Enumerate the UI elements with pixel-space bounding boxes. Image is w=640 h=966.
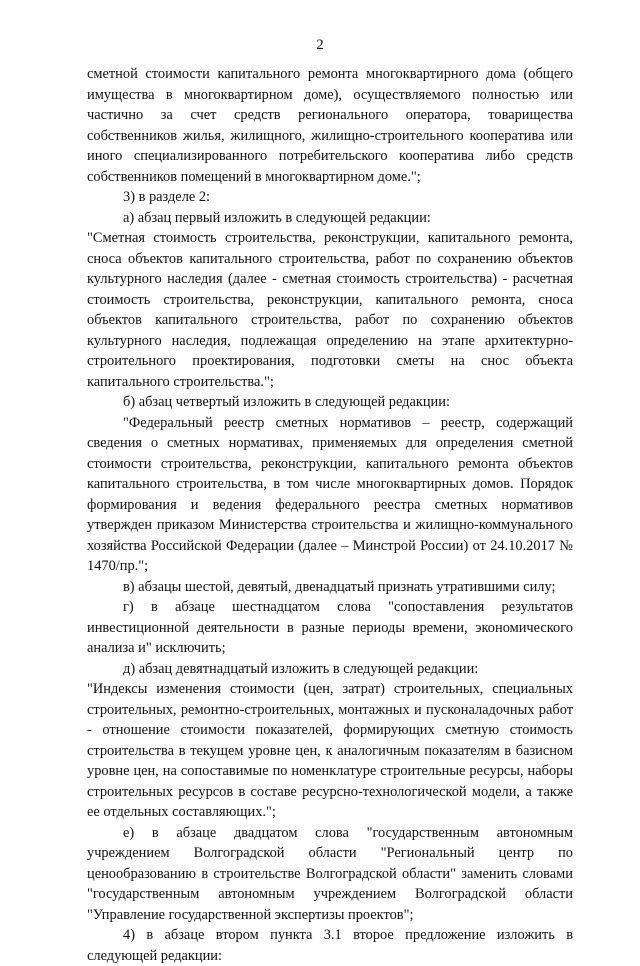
paragraph-item-d: д) абзац девятнадцатый изложить в следующей редакции:: [123, 660, 479, 677]
page-number: 2: [316, 37, 324, 53]
paragraph-item-a: а) абзац первый изложить в следующей редакции:: [123, 209, 431, 226]
paragraph-federal-registry-definition: "Федеральный реестр сметных нормативов – реестр, содержащий сведения о сметных нормативах, применяемых для определения сметной стоимости строительства, реконструкции, капитального ремонта объектов капитального строительства, в том числе многоквартирных домов. Порядок формирования и ведения федерального реестра сметных нормативов утвержден приказом Министерства строительства и жилищно-коммунального хозяйства Российской Федерации (далее – Минстрой России) от 24.10.2017 № 1470/пр.";: [87, 414, 573, 574]
paragraph-estimate-cost-end: сметной стоимости капитального ремонта многоквартирного дома (общего имущества в многоквартирном доме), осуществляемого полностью или частично за счет средств регионального оператора, товарищества собственников жилья, жилищного, жилищно-строительного кооператива или иного специализированного потребительского кооператива либо средств собственников помещений в многоквартирном доме.";: [87, 66, 573, 185]
document-body: [87, 64, 573, 966]
paragraph-item-v: в) абзацы шестой, девятый, двенадцатый признать утратившими силу;: [123, 578, 556, 595]
paragraph-item-e: е) в абзаце двадцатом слова "государственным автономным учреждением Волгоградской области "Региональный центр по ценообразованию в строительстве Волгоградской области" заменить словами "государственным автономным учреждением Волгоградской области "Управление государственной экспертизы проектов";: [87, 824, 573, 923]
paragraph-cost-index-definition: "Индексы изменения стоимости (цен, затрат) строительных, специальных строительных, ремонтно-строительных, монтажных и пусконаладочных работ - отношение стоимости показателей, формирующих сметную стоимость строительства в текущем уровне цен, к аналогичным показателям в базисном уровне цен, на сопоставимые по номенклатуре строительные ресурсы, наборы строительных ресурсов в составе ресурсно-технологической модели, а также ее отдельных составляющих.";: [87, 681, 573, 820]
paragraph-item-4: 4) в абзаце втором пункта 3.1 второе предложение изложить в следующей редакции:: [87, 927, 573, 964]
paragraph-item-b: б) абзац четвертый изложить в следующей редакции:: [123, 394, 450, 410]
paragraph-section-2-heading: 3) в разделе 2:: [123, 189, 211, 205]
paragraph-estimate-cost-definition: "Сметная стоимость строительства, реконструкции, капитального ремонта, сноса объектов капитального строительства, работ по сохранению объектов культурного наследия (далее - сметная стоимость строительства) - расчетная стоимость строительства, реконструкции, капитального ремонта, сноса объектов капитального строительства, работ по сохранению объектов культурного наследия, подлежащая определению на этапе архитектурно-строительного проектирования, подготовки сметы на снос объекта капитального строительства.";: [87, 230, 573, 390]
paragraph-item-g: г) в абзаце шестнадцатом слова "сопоставления результатов инвестиционной деятельности в разные периоды времени, экономического анализа и" исключить;: [87, 599, 573, 656]
